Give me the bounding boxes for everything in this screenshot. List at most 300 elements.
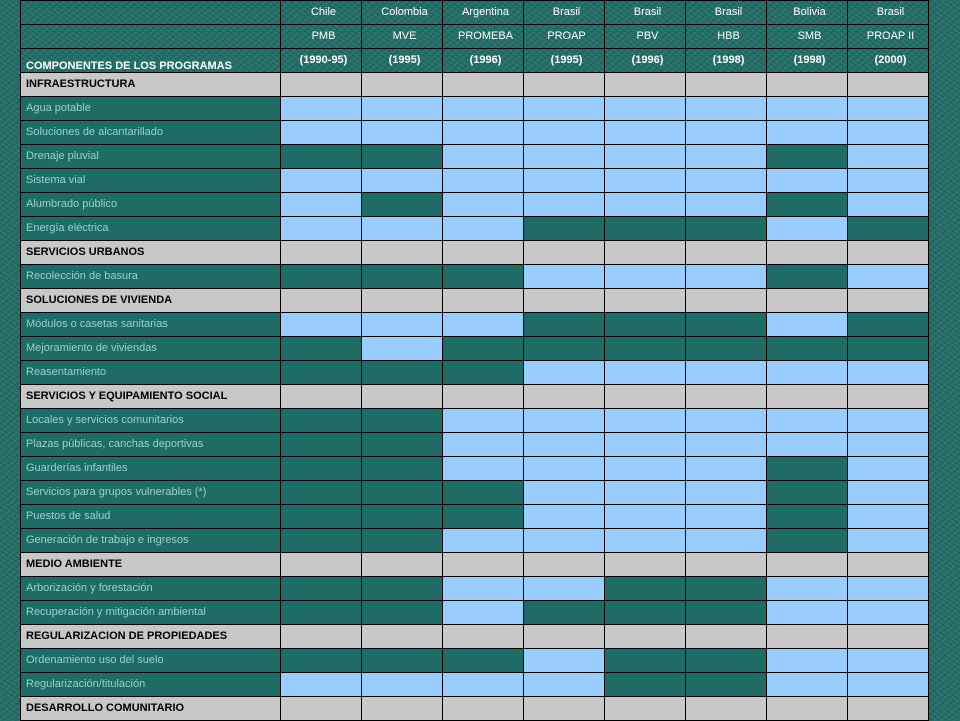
coverage-cell — [443, 457, 524, 481]
coverage-cell — [524, 481, 605, 505]
coverage-cell — [443, 529, 524, 553]
coverage-cell — [443, 97, 524, 121]
coverage-cell — [362, 577, 443, 601]
coverage-cell — [848, 649, 929, 673]
coverage-cell — [443, 361, 524, 385]
coverage-cell — [767, 217, 848, 241]
table-row — [21, 193, 929, 217]
header-corner — [21, 1, 281, 25]
coverage-cell — [848, 481, 929, 505]
coverage-cell — [281, 97, 362, 121]
coverage-cell — [767, 697, 848, 721]
coverage-cell — [281, 649, 362, 673]
table-row — [21, 169, 929, 193]
coverage-cell — [362, 673, 443, 697]
coverage-cell — [605, 385, 686, 409]
coverage-cell — [767, 529, 848, 553]
component-label: Sistema vial — [21, 169, 281, 193]
coverage-cell — [686, 433, 767, 457]
coverage-cell — [362, 409, 443, 433]
coverage-cell — [281, 193, 362, 217]
program-years-header: (1998) — [686, 49, 767, 73]
coverage-cell — [362, 385, 443, 409]
program-years-header: (1995) — [362, 49, 443, 73]
header-row-years — [21, 49, 929, 73]
coverage-cell — [281, 577, 362, 601]
section-label: SOLUCIONES DE VIVIENDA — [21, 289, 281, 313]
coverage-cell — [362, 529, 443, 553]
table-row — [21, 529, 929, 553]
table-row — [21, 361, 929, 385]
coverage-cell — [362, 169, 443, 193]
coverage-cell — [686, 649, 767, 673]
coverage-cell — [848, 265, 929, 289]
coverage-cell — [767, 673, 848, 697]
section-row — [21, 625, 929, 649]
coverage-cell — [605, 577, 686, 601]
coverage-cell — [524, 73, 605, 97]
coverage-cell — [443, 217, 524, 241]
coverage-cell — [281, 553, 362, 577]
coverage-cell — [524, 385, 605, 409]
coverage-cell — [362, 193, 443, 217]
component-label: Arborización y forestación — [21, 577, 281, 601]
coverage-cell — [443, 601, 524, 625]
coverage-cell — [848, 625, 929, 649]
program-country-header: Brasil — [686, 1, 767, 25]
coverage-cell — [281, 601, 362, 625]
coverage-cell — [605, 241, 686, 265]
coverage-cell — [767, 433, 848, 457]
coverage-cell — [443, 337, 524, 361]
section-row — [21, 553, 929, 577]
coverage-cell — [362, 361, 443, 385]
component-label: Drenaje pluvial — [21, 145, 281, 169]
coverage-cell — [362, 337, 443, 361]
component-label: Generación de trabajo e ingresos — [21, 529, 281, 553]
section-row — [21, 289, 929, 313]
component-label: Ordenamiento uso del suelo — [21, 649, 281, 673]
coverage-cell — [362, 553, 443, 577]
coverage-cell — [524, 313, 605, 337]
coverage-cell — [443, 697, 524, 721]
coverage-cell — [686, 457, 767, 481]
coverage-cell — [524, 457, 605, 481]
coverage-cell — [362, 505, 443, 529]
coverage-cell — [362, 217, 443, 241]
coverage-cell — [767, 601, 848, 625]
component-label: Regularización/titulación — [21, 673, 281, 697]
coverage-cell — [686, 217, 767, 241]
section-label: MEDIO AMBIENTE — [21, 553, 281, 577]
coverage-cell — [848, 313, 929, 337]
coverage-cell — [848, 169, 929, 193]
coverage-cell — [686, 73, 767, 97]
table-row — [21, 409, 929, 433]
coverage-cell — [362, 289, 443, 313]
coverage-cell — [848, 409, 929, 433]
program-components-table — [20, 0, 929, 721]
coverage-cell — [443, 385, 524, 409]
coverage-cell — [848, 361, 929, 385]
coverage-cell — [767, 241, 848, 265]
coverage-cell — [848, 529, 929, 553]
program-name-header: SMB — [767, 25, 848, 49]
coverage-cell — [362, 481, 443, 505]
coverage-cell — [605, 313, 686, 337]
coverage-cell — [281, 361, 362, 385]
coverage-cell — [686, 97, 767, 121]
coverage-cell — [767, 313, 848, 337]
program-name-header: MVE — [362, 25, 443, 49]
coverage-cell — [524, 193, 605, 217]
coverage-cell — [686, 625, 767, 649]
coverage-cell — [767, 577, 848, 601]
coverage-cell — [605, 289, 686, 313]
coverage-cell — [281, 73, 362, 97]
component-label: Puestos de salud — [21, 505, 281, 529]
coverage-cell — [524, 121, 605, 145]
coverage-cell — [281, 481, 362, 505]
coverage-cell — [605, 217, 686, 241]
table-row — [21, 265, 929, 289]
coverage-cell — [686, 697, 767, 721]
program-years-header: (1998) — [767, 49, 848, 73]
component-label: Reasentamiento — [21, 361, 281, 385]
coverage-cell — [443, 193, 524, 217]
header-row-name — [21, 25, 929, 49]
coverage-cell — [686, 265, 767, 289]
program-name-header: PBV — [605, 25, 686, 49]
coverage-cell — [848, 505, 929, 529]
coverage-cell — [281, 313, 362, 337]
coverage-cell — [443, 433, 524, 457]
coverage-cell — [281, 505, 362, 529]
program-years-header: (2000) — [848, 49, 929, 73]
coverage-cell — [524, 217, 605, 241]
coverage-cell — [605, 73, 686, 97]
coverage-cell — [605, 265, 686, 289]
table-row — [21, 481, 929, 505]
coverage-cell — [443, 505, 524, 529]
coverage-cell — [686, 313, 767, 337]
table-row — [21, 313, 929, 337]
coverage-cell — [362, 145, 443, 169]
coverage-cell — [524, 265, 605, 289]
table-row — [21, 145, 929, 169]
coverage-cell — [767, 457, 848, 481]
coverage-cell — [605, 649, 686, 673]
coverage-cell — [362, 433, 443, 457]
program-country-header: Argentina — [443, 1, 524, 25]
program-years-header: (1996) — [605, 49, 686, 73]
table-row — [21, 121, 929, 145]
table-row — [21, 337, 929, 361]
table-row — [21, 97, 929, 121]
coverage-cell — [362, 601, 443, 625]
header-corner — [21, 25, 281, 49]
coverage-cell — [767, 625, 848, 649]
coverage-cell — [443, 553, 524, 577]
coverage-cell — [524, 241, 605, 265]
coverage-cell — [524, 649, 605, 673]
coverage-cell — [686, 121, 767, 145]
coverage-cell — [767, 481, 848, 505]
table-row — [21, 577, 929, 601]
coverage-cell — [281, 457, 362, 481]
program-name-header: PROAP II — [848, 25, 929, 49]
coverage-cell — [524, 625, 605, 649]
coverage-cell — [848, 337, 929, 361]
coverage-cell — [848, 553, 929, 577]
coverage-cell — [767, 361, 848, 385]
coverage-cell — [443, 409, 524, 433]
coverage-cell — [605, 433, 686, 457]
coverage-cell — [848, 217, 929, 241]
coverage-cell — [686, 385, 767, 409]
coverage-cell — [362, 625, 443, 649]
header-corner: COMPONENTES DE LOS PROGRAMAS — [21, 49, 281, 73]
coverage-cell — [848, 577, 929, 601]
coverage-cell — [767, 649, 848, 673]
coverage-cell — [281, 673, 362, 697]
coverage-cell — [281, 385, 362, 409]
coverage-cell — [524, 433, 605, 457]
coverage-cell — [443, 649, 524, 673]
coverage-cell — [362, 457, 443, 481]
coverage-cell — [605, 529, 686, 553]
coverage-cell — [848, 673, 929, 697]
coverage-cell — [767, 265, 848, 289]
coverage-cell — [848, 601, 929, 625]
coverage-cell — [686, 145, 767, 169]
coverage-cell — [605, 457, 686, 481]
coverage-cell — [605, 697, 686, 721]
coverage-cell — [281, 529, 362, 553]
coverage-cell — [848, 697, 929, 721]
coverage-cell — [281, 169, 362, 193]
coverage-cell — [848, 457, 929, 481]
coverage-cell — [767, 169, 848, 193]
coverage-cell — [281, 145, 362, 169]
program-country-header: Brasil — [605, 1, 686, 25]
coverage-cell — [443, 121, 524, 145]
coverage-cell — [362, 241, 443, 265]
header-row-country — [21, 1, 929, 25]
program-name-header: PROMEBA — [443, 25, 524, 49]
coverage-cell — [524, 673, 605, 697]
coverage-cell — [848, 145, 929, 169]
section-label: INFRAESTRUCTURA — [21, 73, 281, 97]
component-label: Recuperación y mitigación ambiental — [21, 601, 281, 625]
coverage-cell — [443, 265, 524, 289]
coverage-cell — [848, 121, 929, 145]
coverage-cell — [767, 505, 848, 529]
coverage-cell — [281, 433, 362, 457]
section-label: SERVICIOS URBANOS — [21, 241, 281, 265]
component-label: Agua potable — [21, 97, 281, 121]
coverage-cell — [605, 505, 686, 529]
coverage-cell — [848, 433, 929, 457]
coverage-cell — [443, 145, 524, 169]
coverage-cell — [362, 649, 443, 673]
coverage-cell — [443, 169, 524, 193]
coverage-cell — [767, 193, 848, 217]
section-row — [21, 73, 929, 97]
coverage-cell — [524, 553, 605, 577]
table-row — [21, 649, 929, 673]
coverage-cell — [443, 241, 524, 265]
coverage-cell — [362, 97, 443, 121]
coverage-cell — [362, 697, 443, 721]
coverage-cell — [281, 625, 362, 649]
coverage-cell — [767, 73, 848, 97]
coverage-cell — [605, 97, 686, 121]
component-label: Servicios para grupos vulnerables (*) — [21, 481, 281, 505]
component-label: Energía eléctrica — [21, 217, 281, 241]
coverage-cell — [605, 361, 686, 385]
coverage-cell — [767, 337, 848, 361]
coverage-cell — [443, 289, 524, 313]
component-label: Locales y servicios comunitarios — [21, 409, 281, 433]
coverage-cell — [443, 481, 524, 505]
coverage-cell — [605, 481, 686, 505]
program-years-header: (1990-95) — [281, 49, 362, 73]
coverage-cell — [605, 145, 686, 169]
coverage-cell — [281, 289, 362, 313]
coverage-cell — [524, 337, 605, 361]
coverage-cell — [686, 337, 767, 361]
coverage-cell — [281, 409, 362, 433]
table-row — [21, 433, 929, 457]
program-name-header: PMB — [281, 25, 362, 49]
coverage-cell — [524, 289, 605, 313]
coverage-cell — [767, 145, 848, 169]
coverage-cell — [281, 265, 362, 289]
coverage-cell — [443, 625, 524, 649]
table-row — [21, 673, 929, 697]
coverage-cell — [524, 601, 605, 625]
section-label: REGULARIZACION DE PROPIEDADES — [21, 625, 281, 649]
coverage-cell — [848, 193, 929, 217]
coverage-cell — [605, 673, 686, 697]
coverage-cell — [686, 529, 767, 553]
program-country-header: Chile — [281, 1, 362, 25]
coverage-cell — [524, 97, 605, 121]
coverage-cell — [848, 385, 929, 409]
coverage-cell — [524, 169, 605, 193]
table-row — [21, 601, 929, 625]
coverage-cell — [524, 361, 605, 385]
component-label: Plazas públicas, canchas deportivas — [21, 433, 281, 457]
coverage-cell — [524, 409, 605, 433]
program-country-header: Brasil — [848, 1, 929, 25]
table-row — [21, 457, 929, 481]
program-years-header: (1995) — [524, 49, 605, 73]
coverage-cell — [848, 289, 929, 313]
coverage-cell — [605, 193, 686, 217]
program-name-header: PROAP — [524, 25, 605, 49]
coverage-cell — [686, 361, 767, 385]
coverage-cell — [767, 289, 848, 313]
coverage-cell — [281, 697, 362, 721]
coverage-cell — [686, 193, 767, 217]
coverage-cell — [281, 121, 362, 145]
coverage-cell — [686, 409, 767, 433]
coverage-cell — [524, 145, 605, 169]
table-row — [21, 217, 929, 241]
component-label: Módulos o casetas sanitarias — [21, 313, 281, 337]
section-row — [21, 697, 929, 721]
coverage-cell — [362, 313, 443, 337]
table-row — [21, 505, 929, 529]
coverage-cell — [686, 481, 767, 505]
coverage-cell — [767, 121, 848, 145]
coverage-cell — [524, 529, 605, 553]
coverage-cell — [767, 409, 848, 433]
section-label: SERVICIOS Y EQUIPAMIENTO SOCIAL — [21, 385, 281, 409]
coverage-cell — [605, 337, 686, 361]
coverage-cell — [443, 673, 524, 697]
coverage-cell — [686, 577, 767, 601]
coverage-cell — [362, 265, 443, 289]
component-label: Alumbrado público — [21, 193, 281, 217]
coverage-cell — [767, 385, 848, 409]
coverage-cell — [443, 73, 524, 97]
coverage-cell — [524, 577, 605, 601]
component-label: Recolección de basura — [21, 265, 281, 289]
coverage-cell — [686, 673, 767, 697]
coverage-cell — [605, 121, 686, 145]
coverage-cell — [605, 553, 686, 577]
coverage-cell — [686, 601, 767, 625]
coverage-cell — [848, 241, 929, 265]
coverage-cell — [686, 169, 767, 193]
coverage-cell — [362, 121, 443, 145]
coverage-cell — [443, 577, 524, 601]
coverage-cell — [524, 505, 605, 529]
component-label: Soluciones de alcantarillado — [21, 121, 281, 145]
coverage-cell — [605, 601, 686, 625]
coverage-cell — [848, 73, 929, 97]
coverage-cell — [524, 697, 605, 721]
coverage-cell — [605, 409, 686, 433]
program-country-header: Colombia — [362, 1, 443, 25]
coverage-cell — [686, 505, 767, 529]
coverage-cell — [767, 553, 848, 577]
program-country-header: Brasil — [524, 1, 605, 25]
program-country-header: Bolivia — [767, 1, 848, 25]
coverage-cell — [605, 625, 686, 649]
coverage-cell — [767, 97, 848, 121]
component-label: Mejoramiento de viviendas — [21, 337, 281, 361]
section-label: DESARROLLO COMUNITARIO — [21, 697, 281, 721]
section-row — [21, 241, 929, 265]
coverage-cell — [848, 97, 929, 121]
section-row — [21, 385, 929, 409]
coverage-cell — [362, 73, 443, 97]
program-years-header: (1996) — [443, 49, 524, 73]
coverage-cell — [281, 241, 362, 265]
coverage-cell — [281, 337, 362, 361]
coverage-cell — [605, 169, 686, 193]
coverage-cell — [281, 217, 362, 241]
coverage-cell — [686, 241, 767, 265]
coverage-cell — [686, 553, 767, 577]
coverage-cell — [443, 313, 524, 337]
coverage-cell — [686, 289, 767, 313]
component-label: Guarderías infantiles — [21, 457, 281, 481]
